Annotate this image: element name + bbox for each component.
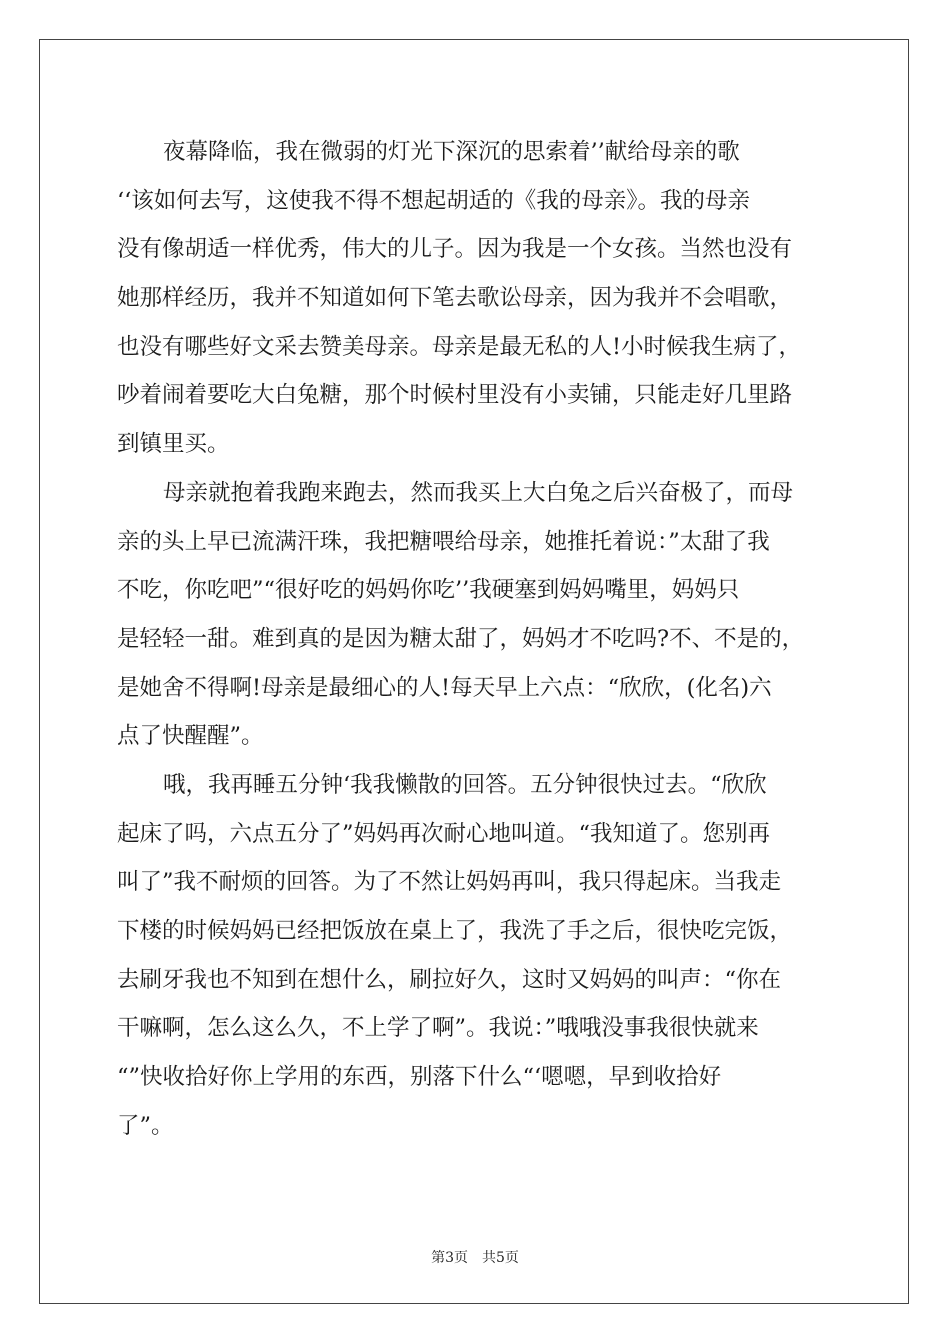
text-line: 也没有哪些好文采去赞美母亲。母亲是最无私的人!小时候我生病了， [117, 333, 802, 360]
paragraph-3 [117, 761, 831, 1151]
text-line: 下楼的时候妈妈已经把饭放在桌上了，我洗了手之后，很快吃完饭， [117, 918, 793, 944]
text-line: 不吃，你吃吧”“很好吃的妈妈你吃’’我硬塞到妈妈嘴里，妈妈只 [117, 577, 740, 604]
paragraph-2 [117, 469, 831, 761]
text-line: 了”。 [117, 1112, 174, 1139]
text-line: 吵着闹着要吃大白兔糖，那个时候村里没有小卖铺，只能走好几里路 [117, 382, 793, 409]
text-line: 是轻轻一甜。难到真的是因为糖太甜了，妈妈才不吃吗?不、不是的， [117, 625, 805, 652]
text-line: 去刷牙我也不知到在想什么，刷拉好久，这时又妈妈的叫声：“你在 [117, 966, 782, 993]
text-line: 起床了吗，六点五分了”妈妈再次耐心地叫道。“我知道了。您别再 [117, 820, 771, 847]
document-body [117, 128, 831, 1150]
text-line: 夜幕降临，我在微弱的灯光下深沉的思索着’’献给母亲的歌 [163, 139, 740, 165]
text-line: 亲的头上早已流满汗珠，我把糖喂给母亲，她推托着说：”太甜了我 [117, 528, 770, 555]
text-line: 叫了”我不耐烦的回答。为了不然让妈妈再叫，我只得起床。当我走 [117, 869, 782, 896]
text-line: 到镇里买。 [117, 431, 230, 458]
text-line: 干嘛啊，怎么这么久，不上学了啊”。我说：”哦哦没事我很快就来 [117, 1015, 759, 1042]
text-line: 是她舍不得啊!母亲是最细心的人!每天早上六点：“欣欣，(化名)六 [117, 674, 772, 701]
text-line: 没有像胡适一样优秀，伟大的儿子。因为我是一个女孩。当然也没有 [117, 236, 793, 263]
text-line: “”快收拾好你上学用的东西，别落下什么“‘嗯嗯，早到收拾好 [117, 1064, 722, 1091]
page-footer [0, 1247, 950, 1267]
paragraph-1 [117, 128, 831, 469]
text-line: ‘‘该如何去写，这使我不得不想起胡适的《我的母亲》。我的母亲 [117, 187, 751, 214]
text-line: 哦，我再睡五分钟‘我我懒散的回答。五分钟很快过去。“欣欣 [163, 771, 767, 798]
page-total: 共5页 [482, 1250, 519, 1266]
text-line: 她那样经历，我并不知道如何下笔去歌讼母亲，因为我并不会唱歌， [117, 285, 793, 312]
text-line: 母亲就抱着我跑来跑去，然而我买上大白兔之后兴奋极了，而母 [163, 479, 794, 506]
text-line: 点了快醒醒”。 [117, 723, 264, 750]
page-number: 第3页 [431, 1250, 468, 1266]
